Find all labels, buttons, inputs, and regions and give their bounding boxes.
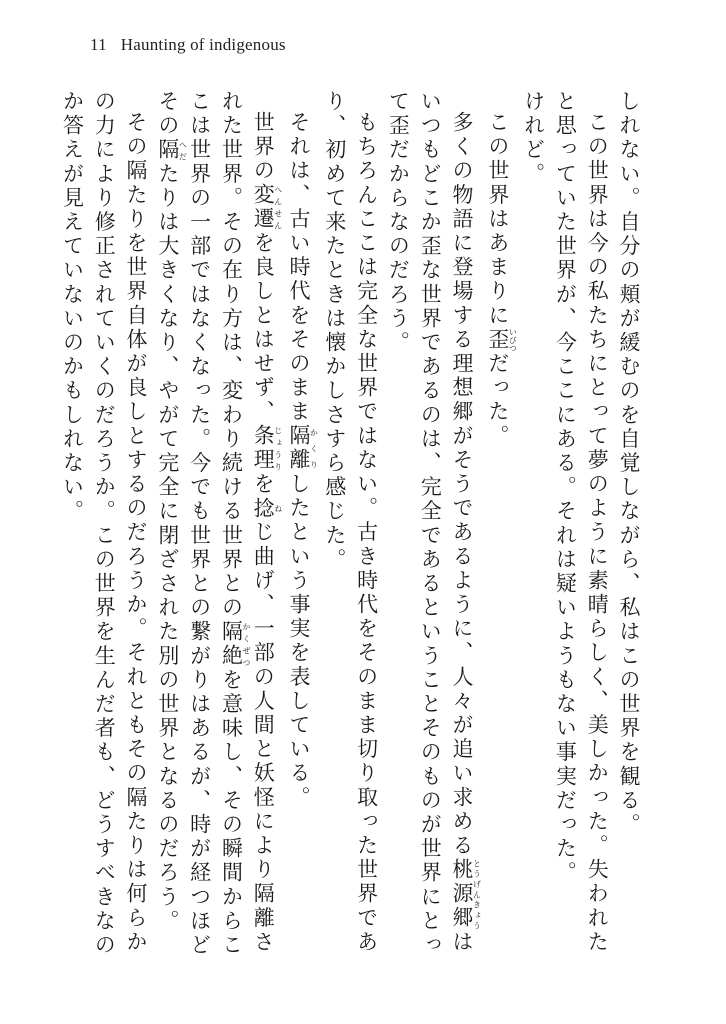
running-title: Haunting of indigenous [120,35,286,54]
ruby-reading: かくぜつ [241,620,251,669]
text-run: を良しとはせず、 [251,231,276,425]
ruby-reading: へんせん [273,183,283,232]
ruby-reading: かくり [309,424,319,473]
ruby-annotated-word [251,424,283,473]
paragraph [549,90,613,960]
text-run: を [251,472,276,497]
ruby-reading: ね [273,496,283,521]
text-run: 世界の [251,111,276,184]
ruby-annotated-word [251,496,283,521]
ruby-base: 隔絶 [219,620,244,669]
paragraph [612,90,644,960]
ruby-reading: いびつ [508,327,518,353]
paragraph [151,90,282,960]
ruby-base: 隔 [155,138,180,163]
ruby-base: 桃源郷 [450,858,475,931]
paragraph [56,90,151,960]
ruby-reading: じょうり [273,424,283,473]
text-run: しれない。自分の頬が緩むのを自覚しながら、私はこの世界を観る。 [617,90,641,838]
text-run: それは、古い時代をそのまま [287,111,312,425]
text-run: したという事実を表している。 [287,472,312,810]
ruby-reading: とうげんきょう [472,858,482,931]
text-run: を意味し、その瞬間からここは世界の一部ではなくなった。今でも世界との繋がりはあるが、時が経つほどその [155,90,244,958]
ruby-base: 歪 [485,327,510,353]
paragraph [517,90,549,960]
ruby-annotated-word [450,858,482,931]
page-header [90,35,286,55]
page-number: 11 [90,35,107,54]
paragraph [282,90,318,960]
text-run: この世界はあまりに [485,111,510,328]
text-run: この世界は今の私たちにとって夢のように素晴らしく、美しかった。失われたと思っていた世界が、今ここにある。それは疑いようもない事実だった。 [553,90,610,955]
ruby-base: 隔離 [287,424,312,473]
text-run: その隔たりを世界自体が良しとするのだろうか。それともその隔たりは何らかの力により修正されていくのだろうか。この世界を生んだ者も、どうすべきなのか答えが見えていないのかもしれない。 [60,90,149,958]
text-run: もちろんここは完全な世界ではない。古き時代をそのまま切り取った世界であり、初めて来たときは懐かしさすら感じた。 [322,90,379,955]
ruby-annotated-word [287,424,319,473]
ruby-annotated-word [251,183,283,232]
ruby-base: 変遷 [251,183,276,232]
ruby-annotated-word [155,138,188,163]
ruby-base: 捻 [251,496,276,521]
ruby-annotated-word [485,327,518,353]
ruby-base: 条理 [251,424,276,473]
paragraph [481,90,517,960]
paragraph [382,90,481,960]
ruby-annotated-word [219,620,251,669]
paragraph [318,90,382,960]
text-run: はいつもどこか歪な世界であるのは、完全であるということそのものが世界にとって歪だからなのだろう。 [386,90,475,958]
text-run: 多くの物語に登場する理想郷がそうであるように、人々が追い求める [450,111,475,859]
text-run: じ曲げ、一部の人間と妖怪により隔離された世界。その在り方は、変わり続ける世界との [219,90,276,955]
ruby-reading: へだ [178,138,188,163]
text-run: だった。 [485,352,510,449]
vertical-body-text [60,90,644,960]
text-run: たりは大きくなり、やがて完全に閉ざされた別の世界となるのだろう。 [155,162,180,934]
text-run: けれど。 [521,90,546,187]
